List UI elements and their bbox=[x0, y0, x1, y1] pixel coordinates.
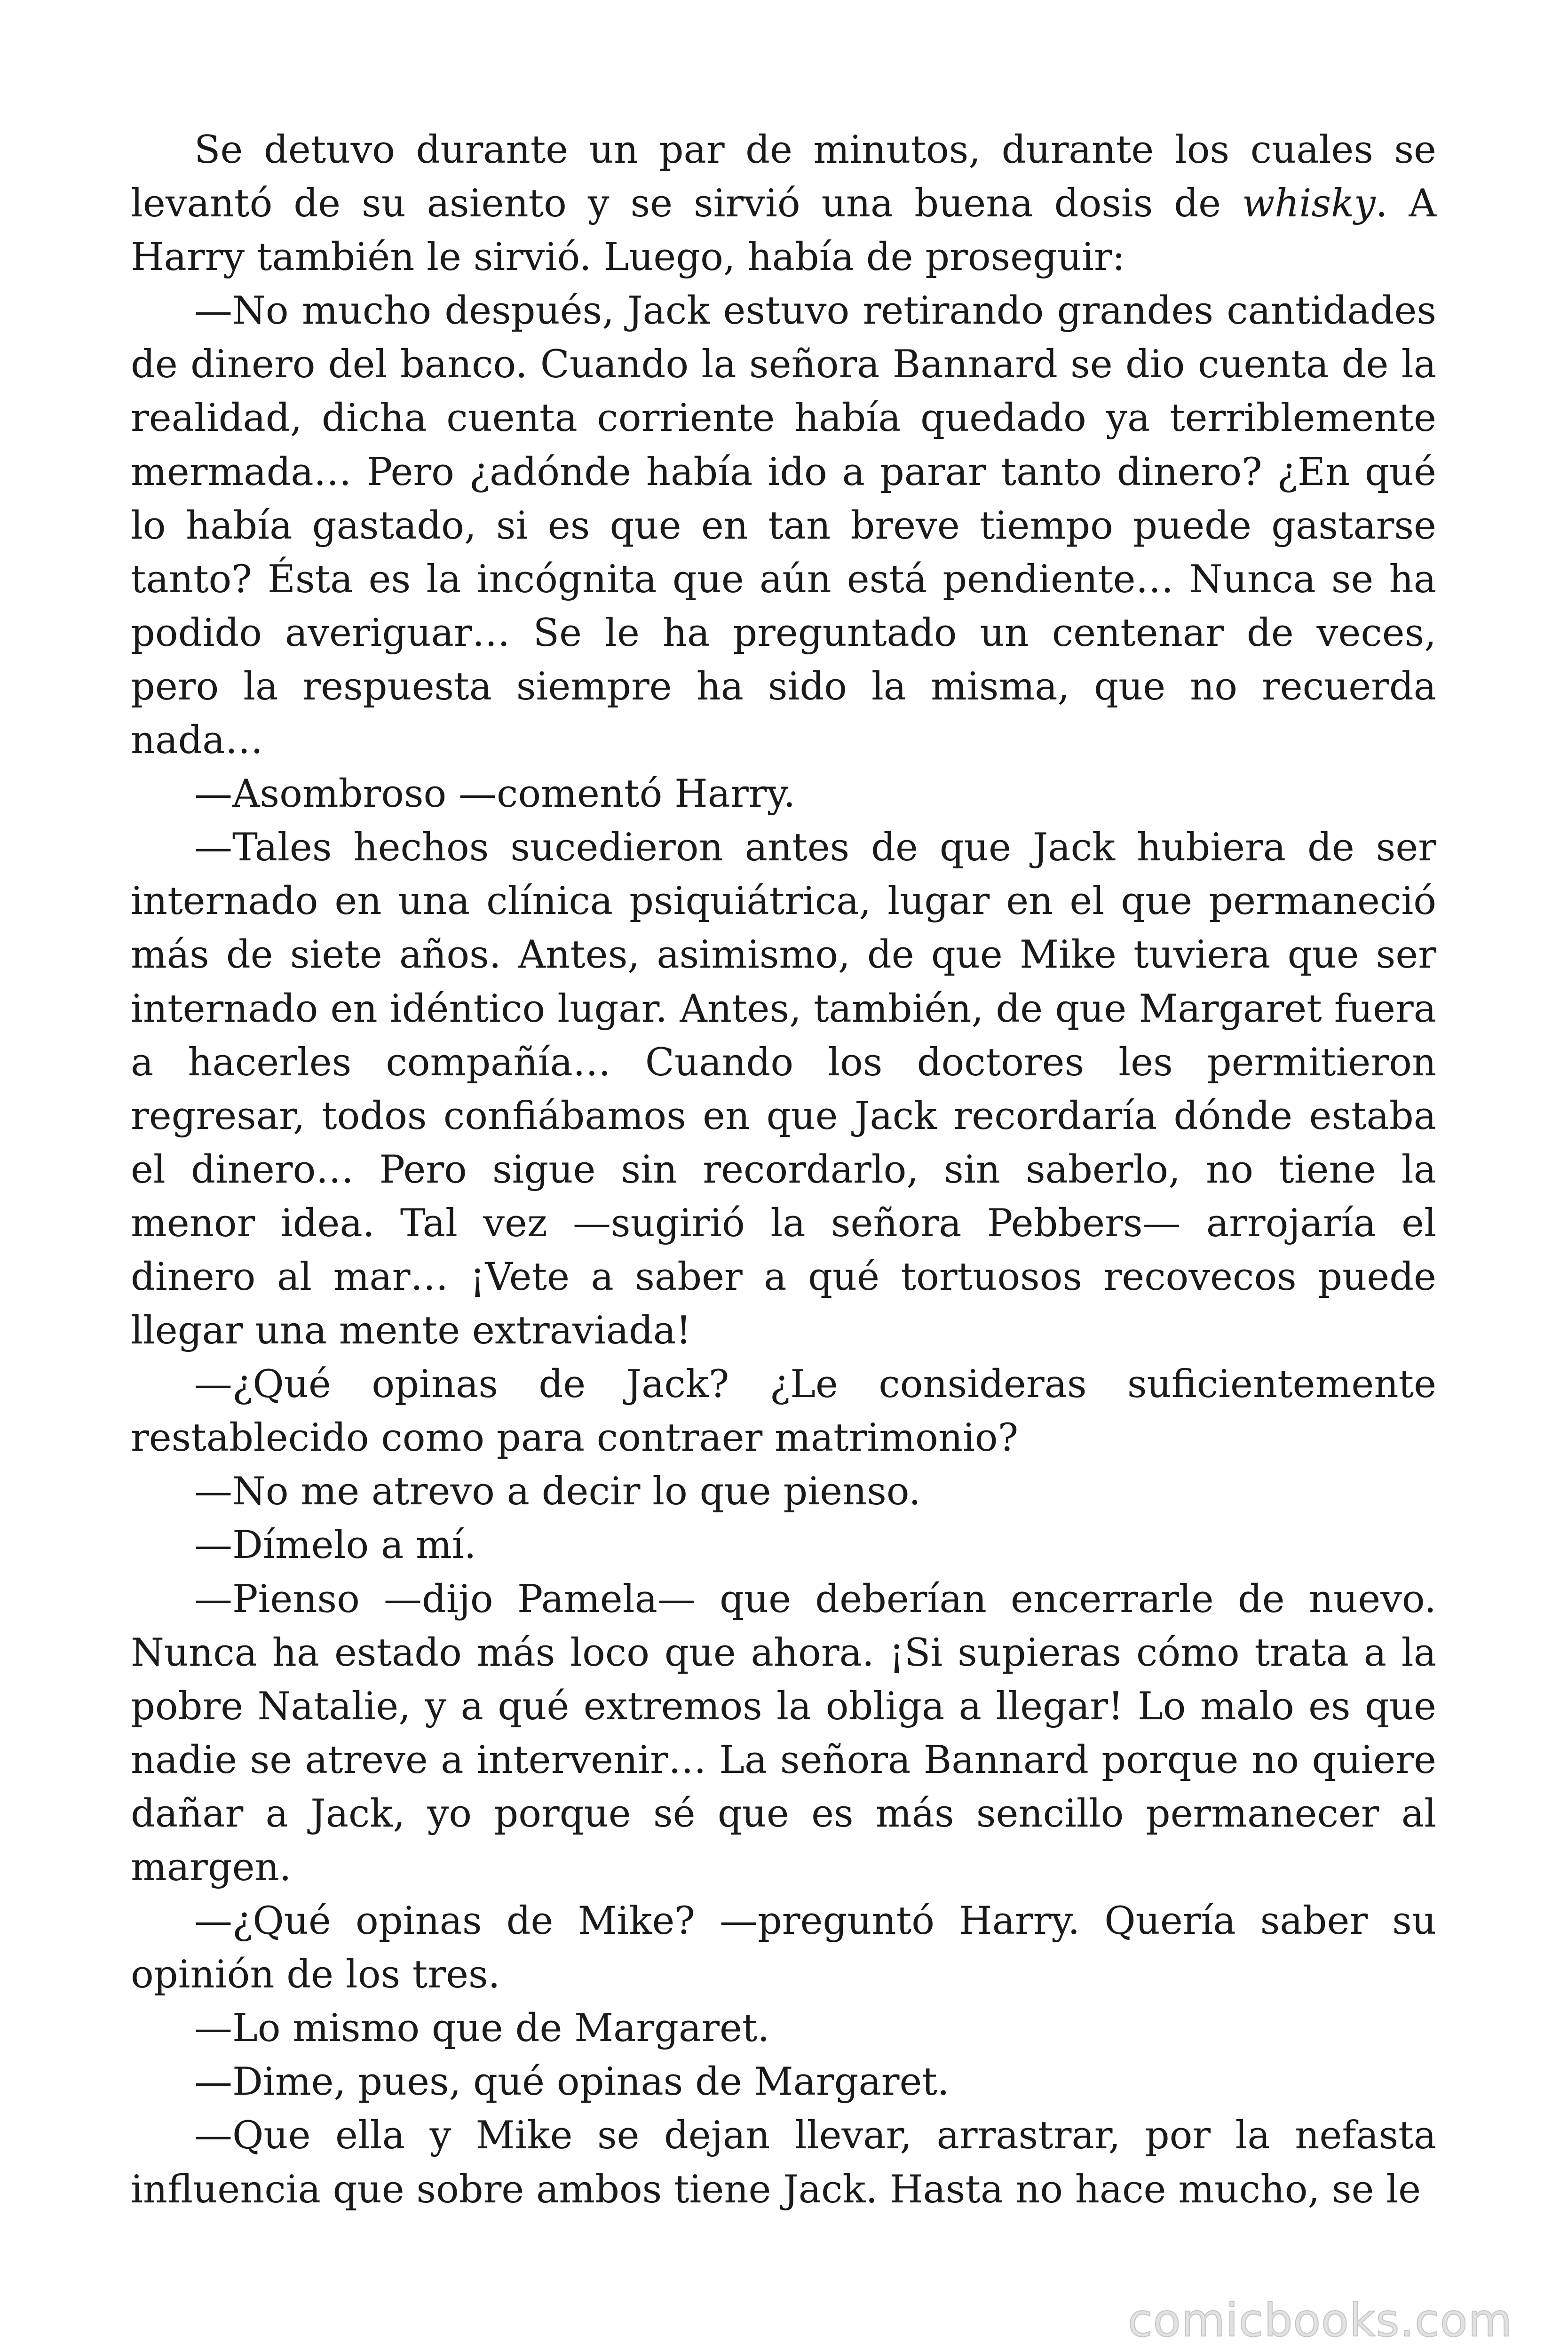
paragraph-text: —Dime, pues, qué opinas de Margaret. bbox=[194, 2060, 950, 2105]
paragraph bbox=[131, 1573, 1436, 1895]
paragraph bbox=[131, 2109, 1436, 2216]
page-body bbox=[131, 123, 1436, 2217]
paragraph bbox=[131, 1518, 1436, 1572]
paragraph-text: —Tales hechos sucedieron antes de que Jack hubiera de ser internado en una clínica psiquiátrica, lugar en el que permaneció más de siete años. Antes, asimismo, de que Mike tuviera que ser internado en idéntico lugar. Antes, también, de que Margaret fuera a hacerles compañía… Cuando los doctores les permitieron regresar, todos confiábamos en que Jack recordaría dónde estaba el dinero… Pero sigue sin recordarlo, sin saberlo, no tiene la menor idea. Tal vez —sugirió la señora Pebbers— arrojaría el dinero al mar… ¡Vete a saber a qué tortuosos recovecos puede llegar una mente extraviada! bbox=[131, 826, 1436, 1353]
paragraph-text: —No mucho después, Jack estuvo retirando grandes cantidades de dinero del banco. Cuando la señora Bannard se dio cuenta de la realidad, dicha cuenta corriente había quedado ya terriblemente mermada… Pero ¿adónde había ido a parar tanto dinero? ¿En qué lo había gastado, si es que en tan breve tiempo puede gastarse tanto? Ésta es la incógnita que aún está pendiente… Nunca se ha podido averiguar… Se le ha preguntado un centenar de veces, pero la respuesta siempre ha sido la misma, que no recuerda nada… bbox=[131, 289, 1436, 763]
italic-word: whisky bbox=[1242, 182, 1376, 226]
paragraph bbox=[131, 1894, 1436, 2002]
paragraph bbox=[131, 123, 1436, 284]
paragraph-text: —Dímelo a mí. bbox=[194, 1523, 476, 1568]
paragraph-text: —Que ella y Mike se dejan llevar, arrastrar, por la nefasta influencia que sobre ambos tiene Jack. Hasta no hace mucho, se le bbox=[131, 2114, 1436, 2212]
paragraph-text: Se detuvo durante un par de minutos, durante los cuales se levantó de su asiento y se sirvió una buena dosis de bbox=[131, 128, 1436, 226]
paragraph-text: —¿Qué opinas de Mike? —preguntó Harry. Quería saber su opinión de los tres. bbox=[131, 1899, 1436, 1997]
paragraph bbox=[131, 2002, 1436, 2055]
paragraph bbox=[131, 2055, 1436, 2109]
paragraph-text: —Pienso —dijo Pamela— que deberían encerrarle de nuevo. Nunca ha estado más loco que ahora. ¡Si supieras cómo trata a la pobre Natalie, y a qué extremos la obliga a llegar! Lo malo es que nadie se atreve a intervenir… La señora Bannard porque no quiere dañar a Jack, yo porque sé que es más sencillo permanecer al margen. bbox=[131, 1577, 1436, 1890]
paragraph bbox=[131, 767, 1436, 821]
paragraph-text: —Asombroso —comentó Harry. bbox=[194, 772, 796, 817]
paragraph-text: . A Harry también le sirvió. Luego, había de proseguir: bbox=[131, 182, 1436, 280]
paragraph-text: —¿Qué opinas de Jack? ¿Le consideras suficientemente restablecido como para contraer matrimonio? bbox=[131, 1362, 1436, 1461]
paragraph-text: —No me atrevo a decir lo que pienso. bbox=[194, 1470, 921, 1514]
paragraph bbox=[131, 284, 1436, 767]
paragraph-text: —Lo mismo que de Margaret. bbox=[194, 2006, 770, 2051]
paragraph bbox=[131, 1465, 1436, 1518]
watermark: comicbooks.com bbox=[1127, 2294, 1513, 2347]
paragraph bbox=[131, 1358, 1436, 1465]
paragraph bbox=[131, 821, 1436, 1358]
